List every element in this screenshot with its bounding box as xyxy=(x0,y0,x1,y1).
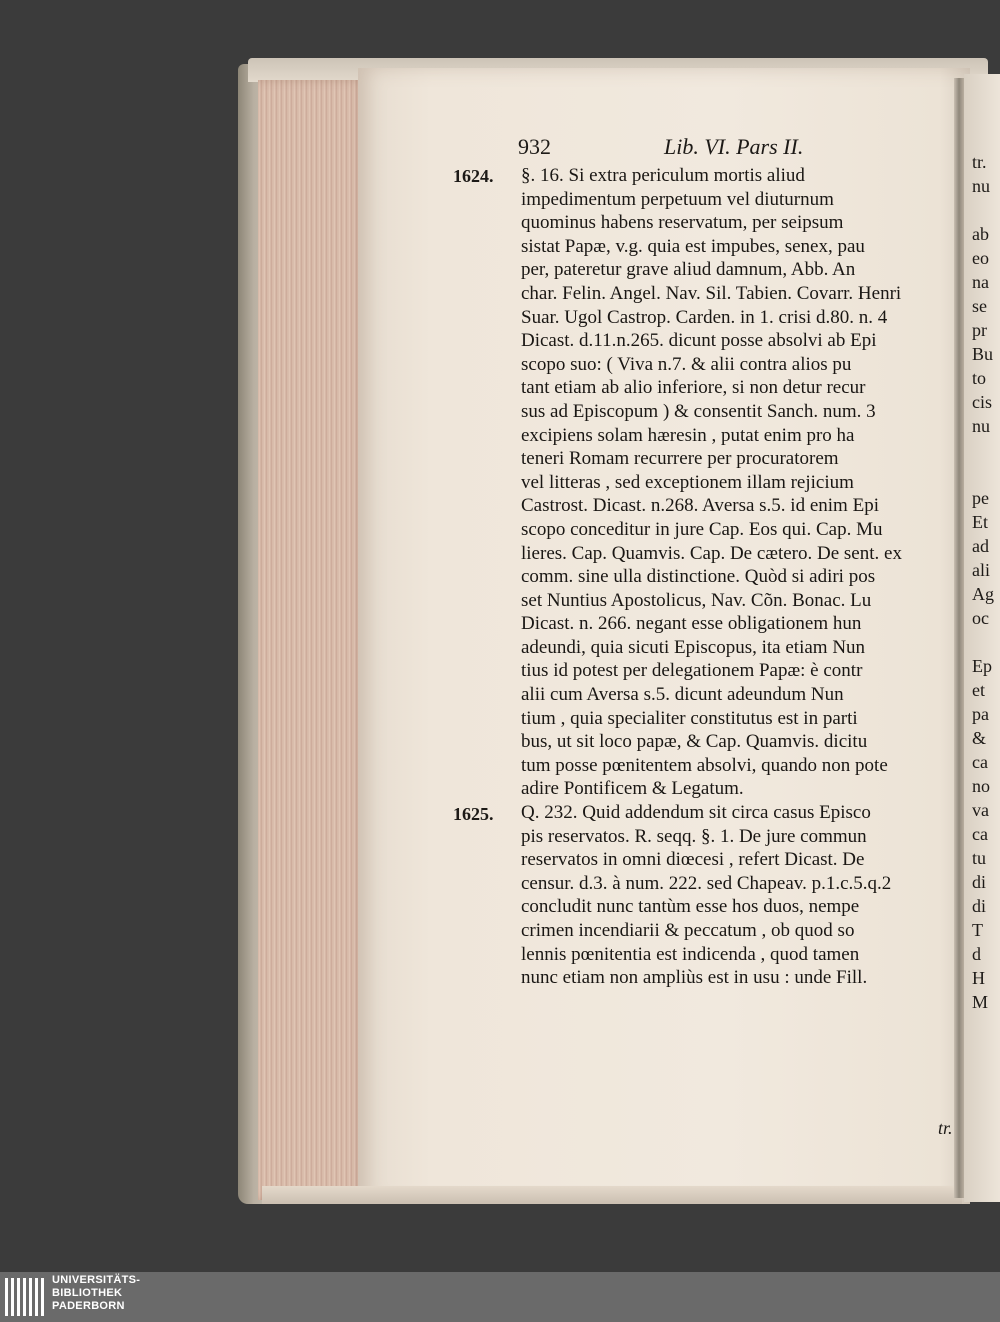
margin-number: 1624. xyxy=(453,166,494,186)
library-name-line: UNIVERSITÄTS- xyxy=(52,1274,141,1286)
text-line: reservatos in omni diœcesi , refert Dicast. De xyxy=(521,849,865,871)
facing-page-fragment xyxy=(972,462,1000,486)
facing-page-fragment: to xyxy=(972,368,987,388)
text-line: lennis pœnitentia est indicenda , quod tamen xyxy=(521,943,860,965)
library-name-line: BIBLIOTHEK xyxy=(52,1287,123,1299)
facing-page-fragment: ab xyxy=(972,224,989,244)
text-line: Dicast. n. 266. negant esse obligationem hun xyxy=(521,613,862,635)
library-logo-icon xyxy=(4,1276,46,1318)
text-line: pis reservatos. R. seqq. §. 1. De jure commun xyxy=(521,825,867,847)
body-text xyxy=(521,164,959,990)
text-line: tant etiam ab alio inferiore, si non detur recur xyxy=(521,377,866,399)
facing-page-fragment: ca xyxy=(972,824,988,844)
facing-page-fragment: Ag xyxy=(972,584,994,604)
text-line: Suar. Ugol Castrop. Carden. in 1. crisi d.80. n. 4 xyxy=(521,306,888,328)
text-line: per, pateretur grave aliud damnum, Abb. An xyxy=(521,259,856,281)
text-line: vel litteras , sed exceptionem illam rejicium xyxy=(521,471,854,493)
text-line: §. 16. Si extra periculum mortis aliud xyxy=(521,165,805,186)
library-name-line: PADERBORN xyxy=(52,1300,125,1312)
text-line: nunc etiam non ampliùs est in usu : unde Fill. xyxy=(521,967,868,989)
facing-page-fragment: ali xyxy=(972,560,990,580)
text-line: scopo conceditur in jure Cap. Eos qui. Cap. Mu xyxy=(521,518,883,540)
text-line: tium , quia specialiter constitutus est in parti xyxy=(521,707,858,729)
text-line: bus, ut sit loco papæ, & Cap. Quamvis. dicitu xyxy=(521,731,868,753)
facing-page-fragment: va xyxy=(972,800,989,820)
text-line: sus ad Episcopum ) & consentit Sanch. num. 3 xyxy=(521,400,876,422)
facing-page-fragment: tu xyxy=(972,848,987,868)
facing-page-fragment: M xyxy=(972,992,989,1012)
page-stack-edges xyxy=(258,80,366,1200)
text-line: sistat Papæ, v.g. quia est impubes, senex, pau xyxy=(521,235,865,257)
text-line: alii cum Aversa s.5. dicunt adeundum Nun xyxy=(521,684,844,706)
footer-bar xyxy=(0,1272,1000,1322)
text-line: set Nuntius Apostolicus, Nav. Cõn. Bonac. Lu xyxy=(521,589,872,611)
text-line: crimen incendiarii & peccatum , ob quod so xyxy=(521,920,855,941)
text-line: char. Felin. Angel. Nav. Sil. Tabien. Covarr. Henri xyxy=(521,282,902,304)
running-head xyxy=(518,134,848,166)
facing-page-fragment: Ep xyxy=(972,656,992,676)
facing-page-fragment: na xyxy=(972,272,989,292)
text-line: impedimentum perpetuum vel diuturnum xyxy=(521,188,834,210)
text-line: adire Pontificem & Legatum. xyxy=(521,778,744,800)
text-line: excipiens solam hæresin , putat enim pro ha xyxy=(521,424,855,446)
facing-page-fragment: no xyxy=(972,776,990,796)
facing-page-text xyxy=(972,150,1000,1014)
text-line: comm. sine ulla distinctione. Quòd si adiri pos xyxy=(521,566,876,588)
facing-page-fragment: Et xyxy=(972,512,988,532)
facing-page-fragment: nu xyxy=(972,176,990,196)
facing-page-fragment: di xyxy=(972,896,987,916)
facing-page-fragment xyxy=(972,198,1000,222)
text-line: teneri Romam recurrere per procuratorem xyxy=(521,448,839,470)
text-line: lieres. Cap. Quamvis. Cap. De cætero. De sent. ex xyxy=(521,542,902,564)
facing-page-fragment: nu xyxy=(972,416,990,436)
catchword: tr. xyxy=(938,1118,953,1138)
facing-page-fragment: eo xyxy=(972,248,989,268)
text-line: Q. 232. Quid addendum sit circa casus Episco xyxy=(521,802,871,824)
text-line: tum posse pœnitentem absolvi, quando non pote xyxy=(521,754,888,776)
text-line: concludit nunc tantùm esse hos duos, nempe xyxy=(521,896,860,918)
facing-page-fragment: ca xyxy=(972,752,988,772)
text-line: quominus habens reservatum, per seipsum xyxy=(521,212,844,234)
margin-number: 1625. xyxy=(453,804,494,824)
text-line: scopo suo: ( Viva n.7. & alii contra alios pu xyxy=(521,353,852,375)
book-bottom-edge xyxy=(262,1186,962,1204)
facing-page-fragment: oc xyxy=(972,608,989,628)
facing-page-fragment: pa xyxy=(972,704,989,724)
facing-page-fragment: T xyxy=(972,920,983,940)
text-line: Castrost. Dicast. n.268. Aversa s.5. id enim Epi xyxy=(521,495,879,517)
facing-page-fragment: pe xyxy=(972,488,989,508)
running-head-title: Lib. VI. Pars II. xyxy=(664,134,804,159)
facing-page-fragment: Bu xyxy=(972,344,994,364)
text-line: censur. d.3. à num. 222. sed Chapeav. p.1.c.5.q.2 xyxy=(521,872,892,894)
text-line: tius id potest per delegationem Papæ: è contr xyxy=(521,660,863,682)
facing-page-fragment: & xyxy=(972,728,987,748)
facing-page-fragment xyxy=(972,438,1000,462)
page-number: 932 xyxy=(518,134,551,159)
facing-page-fragment: tr. xyxy=(972,152,987,172)
facing-page-fragment: di xyxy=(972,872,987,892)
facing-page-fragment: d xyxy=(972,944,981,964)
facing-page-fragment: se xyxy=(972,296,987,316)
facing-page-fragment: et xyxy=(972,680,985,700)
library-name xyxy=(52,1274,140,1313)
facing-page-fragment: pr xyxy=(972,320,987,340)
text-line: Dicast. d.11.n.265. dicunt posse absolvi ab Epi xyxy=(521,330,877,352)
text-line: adeundi, quia sicuti Episcopus, ita etiam Nun xyxy=(521,636,866,658)
facing-page-fragment: cis xyxy=(972,392,992,412)
facing-page-fragment xyxy=(972,630,1000,654)
facing-page-fragment: H xyxy=(972,968,985,988)
facing-page-fragment: ad xyxy=(972,536,989,556)
